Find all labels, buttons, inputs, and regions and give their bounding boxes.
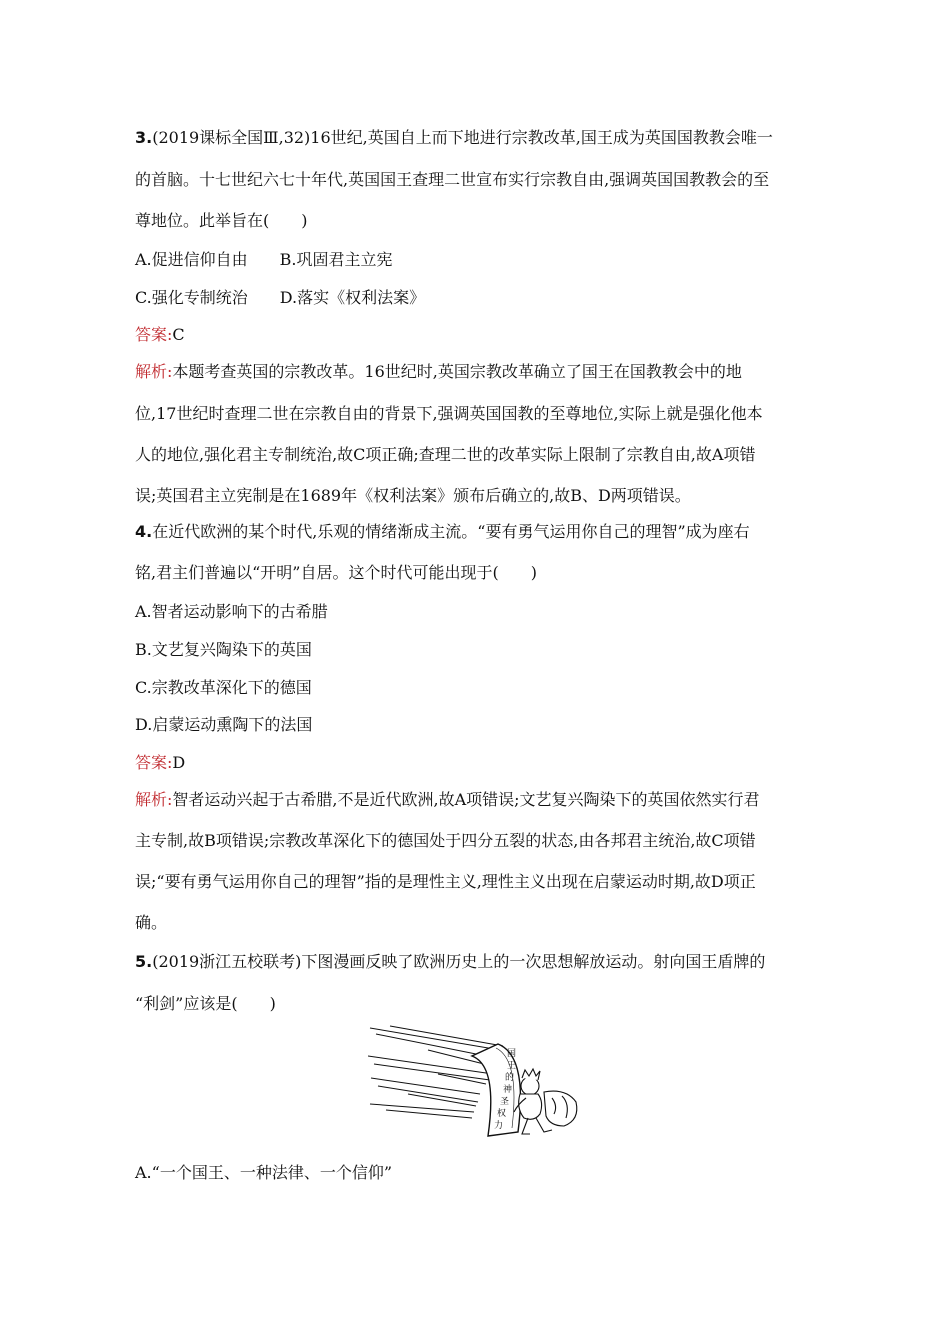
q4-analysis-line-4: 确。 (135, 913, 168, 932)
q3-analysis-line-1 (135, 362, 742, 382)
q3-analysis-text-1: 本题考查英国的宗教改革。16世纪时,英国宗教改革确立了国王在国教教会中的地 (172, 362, 742, 381)
q4-stem-text-1: 在近代欧洲的某个时代,乐观的情绪渐成主流。“要有勇气运用你自己的理智”成为座右 (152, 522, 750, 541)
q4-number: 4. (135, 522, 153, 541)
cartoon-illustration (368, 1022, 583, 1140)
q3-answer-value: C (172, 325, 185, 344)
shield-char: 神 (503, 1085, 513, 1095)
q3-stem-text-1: (2019课标全国Ⅲ,32)16世纪,英国自上而下地进行宗教改革,国王成为英国国教教会唯一 (152, 128, 773, 147)
q3-answer (135, 325, 185, 345)
q3-analysis-line-2: 位,17世纪时查理二世在宗教自由的背景下,强调英国国教的至尊地位,实际上就是强化他本 (135, 404, 763, 423)
q4-analysis-text-1: 智者运动兴起于古希腊,不是近代欧洲,故A项错误;文艺复兴陶染下的英国依然实行君 (172, 790, 760, 809)
q3-stem-line-2: 的首脑。十七世纪六七十年代,英国国王查理二世宣布实行宗教自由,强调英国国教教会的至 (135, 170, 770, 189)
q4-analysis-line-3: 误;“要有勇气运用你自己的理智”指的是理性主义,理性主义出现在启蒙运动时期,故D项正 (135, 872, 756, 891)
q3-answer-label: 答案: (135, 325, 173, 344)
q4-answer-label: 答案: (135, 753, 173, 772)
q5-stem-text-1: (2019浙江五校联考)下图漫画反映了欧洲历史上的一次思想解放运动。射向国王盾牌的 (152, 952, 766, 971)
q3-options-ab: A.促进信仰自由 B.巩固君主立宪 (135, 250, 393, 269)
q4-stem-line-2: 铭,君主们普遍以“开明”自居。这个时代可能出现于( ) (135, 563, 537, 582)
q5-option-a: A.“一个国王、一种法律、一个信仰” (135, 1163, 393, 1182)
q3-analysis-line-3: 人的地位,强化君主专制统治,故C项正确;查理二世的改革实际上限制了宗教自由,故A项错 (135, 445, 756, 464)
king-figure (514, 1069, 577, 1134)
q3-analysis-label: 解析: (135, 362, 173, 381)
q5-number: 5. (135, 952, 153, 971)
shield-char: 力 (494, 1121, 504, 1131)
shield-char: 圣 (500, 1097, 510, 1107)
q4-analysis-label: 解析: (135, 790, 173, 809)
q4-option-c: C.宗教改革深化下的德国 (135, 678, 312, 697)
q4-option-d: D.启蒙运动熏陶下的法国 (135, 715, 313, 734)
q4-option-a: A.智者运动影响下的古希腊 (135, 602, 328, 621)
shield-char: 权 (497, 1109, 507, 1119)
shield-char: 的 (505, 1073, 515, 1083)
q4-option-b: B.文艺复兴陶染下的英国 (135, 640, 312, 659)
q5-stem-line-1 (135, 952, 765, 972)
q4-stem-line-1 (135, 522, 750, 542)
sword-rays (368, 1026, 503, 1118)
q4-analysis-line-1 (135, 790, 760, 810)
shield-char: 国 (507, 1049, 517, 1059)
q5-stem-line-2: “利剑”应该是( ) (135, 994, 276, 1013)
q3-analysis-line-4: 误;英国君主立宪制是在1689年《权利法案》颁布后确立的,故B、D两项错误。 (135, 486, 691, 505)
q3-stem-line-3: 尊地位。此举旨在( ) (135, 211, 308, 230)
q4-answer-value: D (172, 753, 186, 772)
q3-options-cd: C.强化专制统治 D.落实《权利法案》 (135, 288, 426, 307)
shield-char: 王 (507, 1061, 517, 1071)
q3-stem-line-1 (135, 128, 773, 148)
q4-analysis-line-2: 主专制,故B项错误;宗教改革深化下的德国处于四分五裂的状态,由各邦君主统治,故C项错 (135, 831, 756, 850)
q4-answer (135, 753, 185, 773)
q3-number: 3. (135, 128, 153, 147)
